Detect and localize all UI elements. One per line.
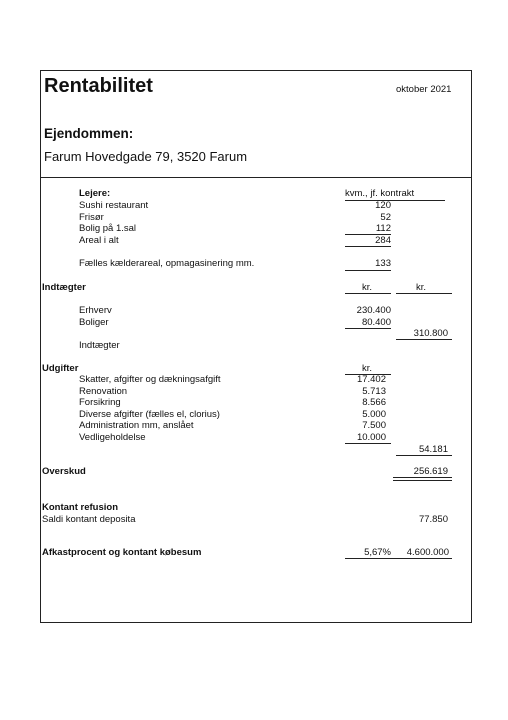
expense-row-label: Renovation bbox=[79, 386, 128, 397]
refund-value: 77.850 bbox=[418, 514, 448, 525]
expense-row-value: 5.713 bbox=[362, 386, 386, 397]
tenant-row-label: Bolig på 1.sal bbox=[79, 223, 137, 234]
yield-underline bbox=[345, 558, 452, 559]
area-total-underline bbox=[345, 246, 391, 247]
expense-row-value: 8.566 bbox=[362, 397, 386, 408]
tenant-row-label: Frisør bbox=[79, 212, 104, 223]
tenant-row-value: 112 bbox=[375, 223, 391, 234]
refund-label: Saldi kontant deposita bbox=[42, 514, 136, 525]
expense-row-label: Forsikring bbox=[79, 397, 121, 408]
income-total-label: Indtægter bbox=[79, 340, 120, 351]
yield-label: Afkastprocent og kontant købesum bbox=[42, 547, 202, 558]
expenses-heading: Udgifter bbox=[42, 363, 79, 374]
income-col1-underline bbox=[345, 293, 391, 294]
expenses-col1-header: kr. bbox=[362, 363, 373, 374]
surplus-label: Overskud bbox=[42, 466, 86, 477]
tenant-row-value: 120 bbox=[375, 200, 391, 211]
tenant-row-value: 52 bbox=[380, 212, 391, 223]
yield-percent: 5,67% bbox=[364, 547, 391, 558]
area-column-header: kvm., jf. kontrakt bbox=[345, 188, 415, 199]
expense-row-label: Diverse afgifter (fælles el, clorius) bbox=[79, 409, 220, 420]
income-col1-header: kr. bbox=[362, 282, 373, 293]
expense-row-label: Administration mm, anslået bbox=[79, 420, 194, 431]
expense-row-label: Vedligeholdelse bbox=[79, 432, 146, 443]
income-total-value: 310.800 bbox=[413, 328, 448, 339]
expense-row-label: Skatter, afgifter og dækningsafgift bbox=[79, 374, 221, 385]
income-row-value: 80.400 bbox=[361, 317, 391, 328]
income-total-underline bbox=[396, 339, 452, 340]
surplus-double-underline bbox=[393, 477, 452, 481]
expenses-total-underline bbox=[396, 455, 452, 456]
expense-row-value: 10.000 bbox=[356, 432, 386, 443]
income-heading: Indtægter bbox=[42, 282, 86, 293]
expenses-total-value: 54.181 bbox=[418, 444, 448, 455]
tenants-heading: Lejere: bbox=[79, 188, 111, 199]
expense-row-value: 7.500 bbox=[362, 420, 386, 431]
expense-row-value: 5.000 bbox=[362, 409, 386, 420]
property-address: Farum Hovedgade 79, 3520 Farum bbox=[44, 149, 248, 164]
header-divider bbox=[40, 177, 472, 178]
yield-price: 4.600.000 bbox=[406, 547, 449, 558]
income-row-label: Erhverv bbox=[79, 305, 112, 316]
income-col2-header: kr. bbox=[416, 282, 427, 293]
page-title: Rentabilitet bbox=[44, 75, 153, 97]
refund-heading: Kontant refusion bbox=[42, 502, 118, 513]
income-row-label: Boliger bbox=[79, 317, 109, 328]
expense-row-value: 17.402 bbox=[356, 374, 386, 385]
basement-underline bbox=[345, 270, 391, 271]
income-col2-underline bbox=[396, 293, 452, 294]
document-date: oktober 2021 bbox=[396, 84, 452, 95]
income-sum-line bbox=[345, 328, 391, 329]
basement-value: 133 bbox=[375, 258, 391, 269]
expenses-sum-line bbox=[345, 443, 391, 444]
tenant-total-value: 284 bbox=[375, 235, 391, 246]
tenant-row-label: Sushi restaurant bbox=[79, 200, 149, 211]
surplus-value: 256.619 bbox=[413, 466, 448, 477]
tenant-total-label: Areal i alt bbox=[79, 235, 119, 246]
property-heading: Ejendommen: bbox=[44, 126, 134, 141]
income-row-value: 230.400 bbox=[356, 305, 391, 316]
basement-label: Fælles kælderareal, opmagasinering mm. bbox=[79, 258, 255, 269]
